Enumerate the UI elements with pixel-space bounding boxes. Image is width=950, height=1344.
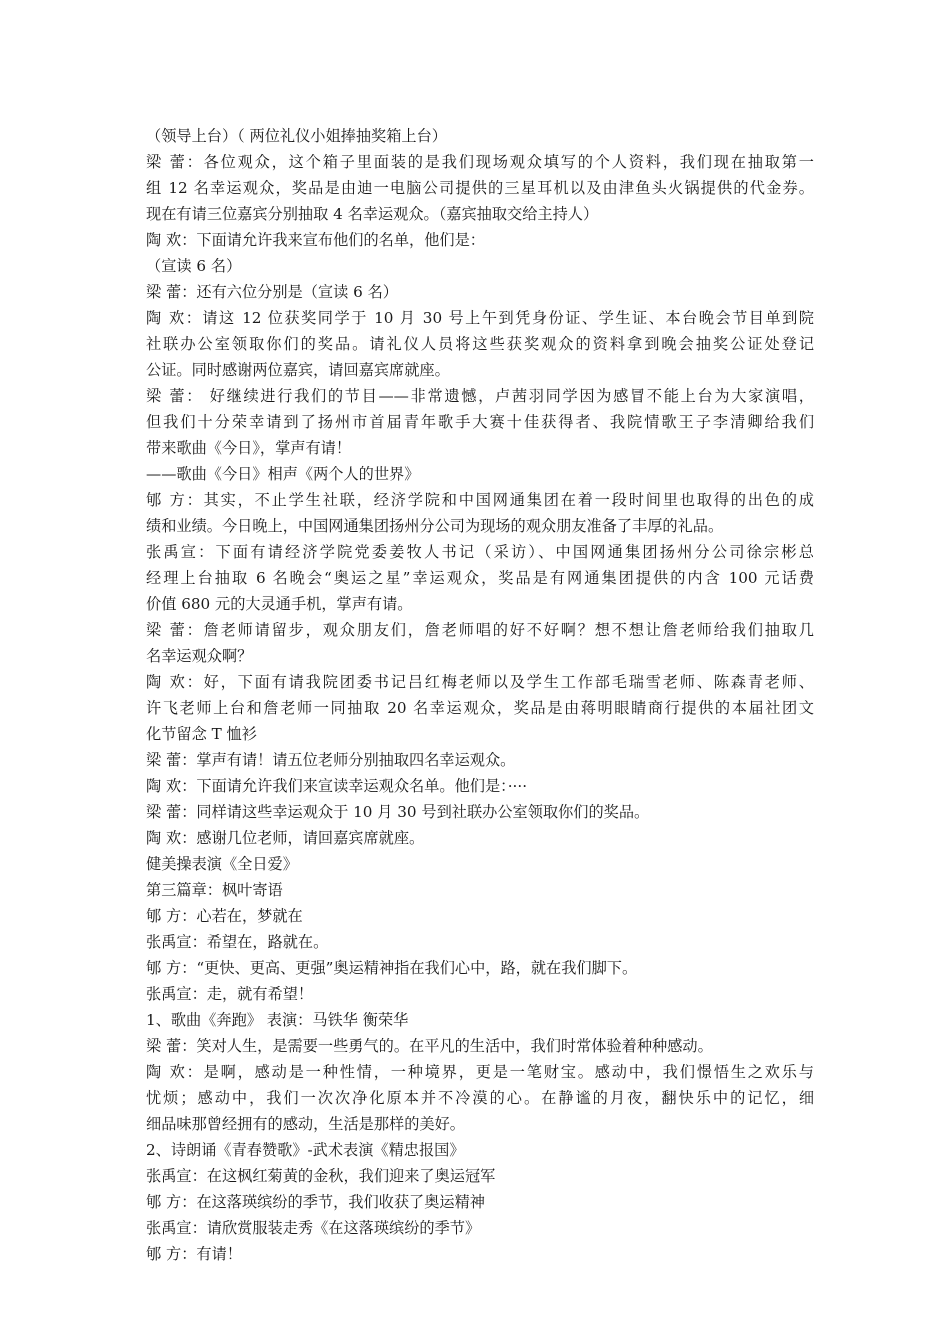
text-line: 绩和业绩。今日晚上，中国网通集团扬州分公司为现场的观众朋友准备了丰厚的礼品。 [146,517,724,535]
text-line: ——歌曲《今日》相声《两个人的世界》 [146,465,420,483]
text-line: 张禹宣：在这枫红菊黄的金秋，我们迎来了奥运冠军 [146,1167,496,1185]
text-line: 梁 蕾：詹老师请留步，观众朋友们，詹老师唱的好不好啊？想不想让詹老师给我们抽取几 [146,621,814,639]
text-line: 组 12 名幸运观众，奖品是由迪一电脑公司提供的三星耳机以及由津鱼头火锅提供的代金券。 [146,179,814,197]
text-line: 张禹宣：希望在，路就在。 [146,933,329,951]
text-line: 梁 蕾：同样请这些幸运观众于 10 月 30 号到社联办公室领取你们的奖品。 [146,803,650,821]
text-line: 细品味那曾经拥有的感动，生活是那样的美好。 [146,1115,465,1133]
text-line: 张禹宣：走，就有希望！ [146,985,314,1003]
text-line: 陶 欢：是啊，感动是一种性情，一种境界，更是一笔财宝。感动中，我们憬悟生之欢乐与 [146,1063,814,1081]
text-line: 2、诗朗诵《青春赞歌》-武术表演《精忠报国》 [146,1141,465,1159]
document-page [146,123,814,1267]
text-line: 张禹宣：请欣赏服装走秀《在这落瑛缤纷的季节》 [146,1219,481,1237]
text-line: 梁 蕾：各位观众，这个箱子里面装的是我们现场观众填写的个人资料，我们现在抽取第一 [146,153,814,171]
text-line: （领导上台）（ 两位礼仪小姐捧抽奖箱上台） [146,127,447,145]
text-line: 社联办公室领取你们的奖品。请礼仪人员将这些获奖观众的资料拿到晚会抽奖公证处登记 [146,335,814,353]
text-line: 公证。同时感谢两位嘉宾，请回嘉宾席就座。 [146,361,450,379]
text-line: 陶 欢：好，下面有请我院团委书记吕红梅老师以及学生工作部毛瑞雪老师、陈森青老师、 [146,673,814,691]
text-line: 名幸运观众啊？ [146,647,253,665]
text-line: 张禹宣：下面有请经济学院党委姜牧人书记（采访）、中国网通集团扬州分公司徐宗彬总 [146,543,814,561]
text-line: 郇 方：“更快、更高、更强”奥运精神指在我们心中，路，就在我们脚下。 [146,959,638,977]
text-line: 化节留念 T 恤衫 [146,725,257,743]
text-line: 第三篇章：枫叶寄语 [146,881,283,899]
text-line: 陶 欢：下面请允许我来宣布他们的名单，他们是： [146,231,485,249]
text-line: 陶 欢：感谢几位老师，请回嘉宾席就座。 [146,829,425,847]
text-line: 郇 方：有请！ [146,1245,242,1263]
text-line: 但我们十分荣幸请到了扬州市首届青年歌手大赛十佳获得者、我院情歌王子李清卿给我们 [146,413,814,431]
text-line: 梁 蕾：还有六位分别是（宣读 6 名） [146,283,398,301]
text-line: 带来歌曲《今日》，掌声有请！ [146,439,352,457]
text-line: 郇 方：在这落瑛缤纷的季节，我们收获了奥运精神 [146,1193,485,1211]
text-line: 健美操表演《全日爱》 [146,855,298,873]
text-line: 梁 蕾：掌声有请！请五位老师分别抽取四名幸运观众。 [146,751,516,769]
text-line: 现在有请三位嘉宾分别抽取 4 名幸运观众。（嘉宾抽取交给主持人） [146,205,599,223]
text-line: 郇 方：心若在，梦就在 [146,907,303,925]
text-line: 郇 方：其实，不止学生社联，经济学院和中国网通集团在着一段时间里也取得的出色的成 [146,491,814,509]
text-line: 经理上台抽取 6 名晚会“奥运之星”幸运观众，奖品是有网通集团提供的内含 100 元话费 [146,569,814,587]
text-line: 忧烦；感动中，我们一次次净化原本并不冷漠的心。在静谧的月夜，翻快乐中的记忆，细 [146,1089,814,1107]
text-line: 梁 蕾： 好继续进行我们的节目——非常遗憾，卢茜羽同学因为感冒不能上台为大家演唱， [146,387,814,405]
text-line: 1、歌曲《奔跑》 表演：马铁华 衡荣华 [146,1011,409,1029]
text-line: 陶 欢：下面请允许我们来宣读幸运观众名单。他们是：···· [146,777,528,795]
text-line: （宣读 6 名） [146,257,242,275]
text-line: 陶 欢：请这 12 位获奖同学于 10 月 30 号上午到凭身份证、学生证、本台晚会节目单到院 [146,309,814,327]
text-line: 价值 680 元的大灵通手机，掌声有请。 [146,595,413,613]
text-line: 许飞老师上台和詹老师一同抽取 20 名幸运观众，奖品是由蒋明眼睛商行提供的本届社团文 [146,699,814,717]
text-line: 梁 蕾：笑对人生，是需要一些勇气的。在平凡的生活中，我们时常体验着种种感动。 [146,1037,713,1055]
